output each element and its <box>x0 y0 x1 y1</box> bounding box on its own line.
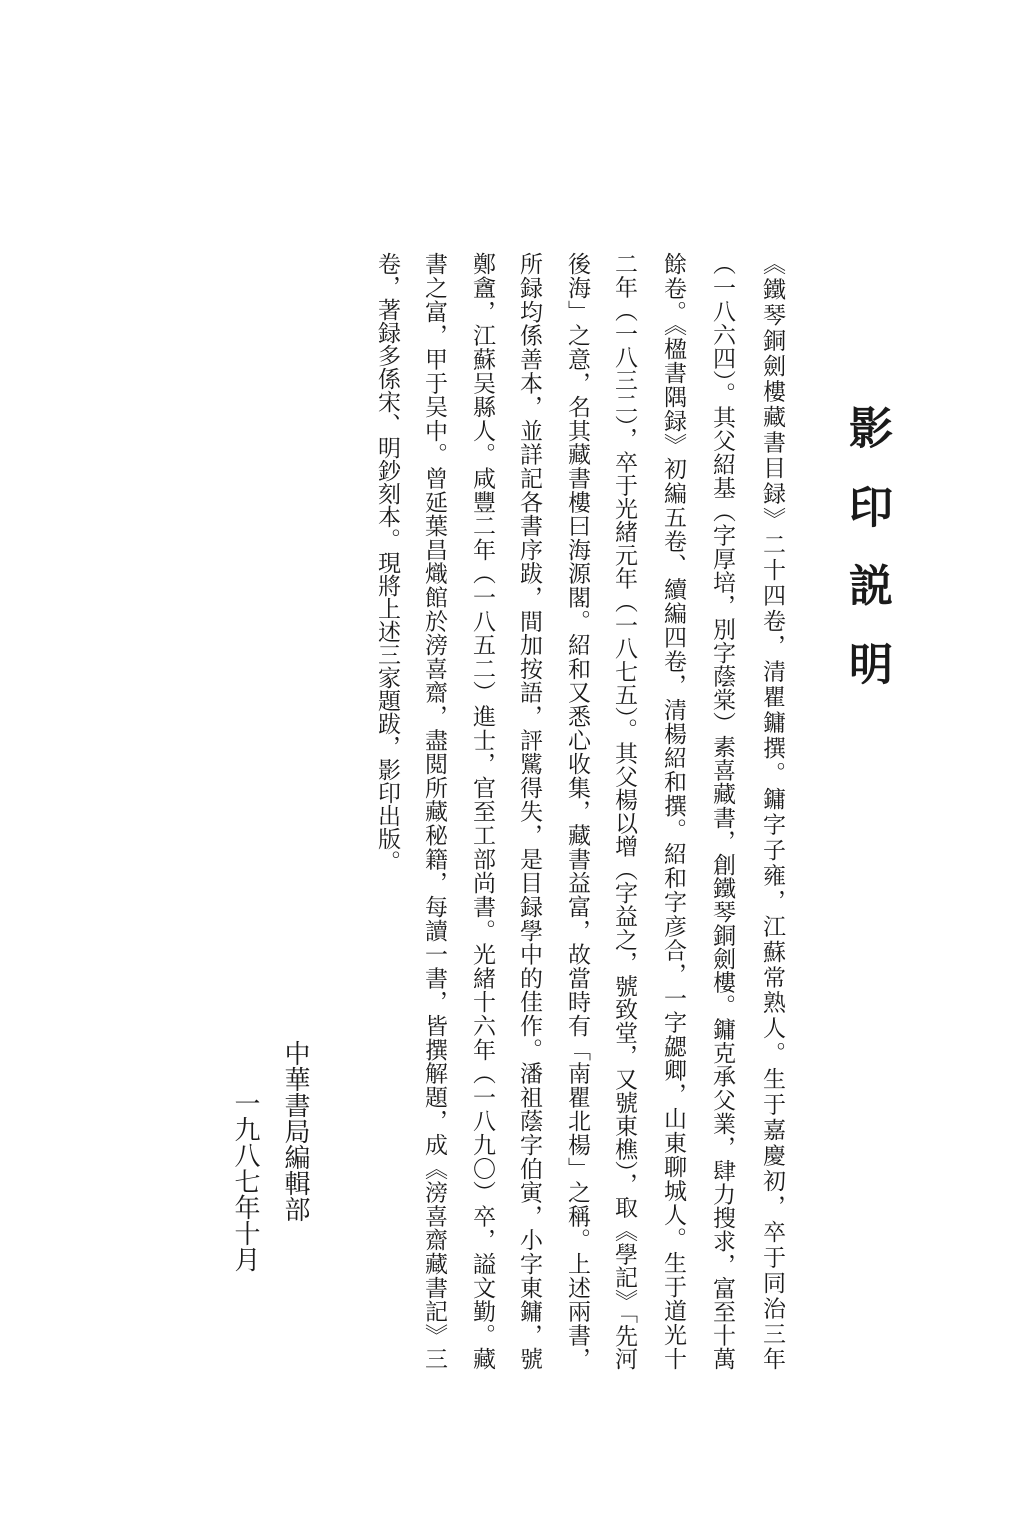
body-column-2: （一八六四）。其父紹基（字厚培，別字蔭棠）素喜藏書，創鐵琴銅劍樓。鏞克承父業，肆力搜求，富至十萬 <box>709 252 735 1370</box>
body-column-8: 書之富，甲于吴中。曾延葉昌熾館於滂喜齋，盡閲所藏秘籍，每讀一書，皆撰解題，成《滂喜齋藏書記》三 <box>421 252 447 1370</box>
page-title: 影印説明 <box>841 405 892 685</box>
body-column-3: 餘卷。《楹書隅録》初編五卷、續編四卷，清楊紹和撰。紹和字彦合，一字勰卿，山東聊城人。生于道光十 <box>660 252 686 1370</box>
body-column-7: 鄭盦，江蘇吴縣人。咸豐二年（一八五二）進士，官至工部尚書。光緒十六年（一八九〇）卒，謚文勤。藏 <box>469 252 495 1370</box>
body-column-9: 卷，著録多係宋、明鈔刻本。現將上述三家題跋，影印出版。 <box>374 252 400 873</box>
publisher-signature: 中華書局編輯部 <box>280 1040 310 1222</box>
body-column-6: 所録均係善本，並詳記各書序跋，間加按語，評騭得失，是目録學中的佳作。潘祖蔭字伯寅，小字東鏞，號 <box>516 252 542 1370</box>
body-column-5: 後海」之意，名其藏書樓曰海源閣。紹和又悉心收集，藏書益富，故當時有「南瞿北楊」之稱。上述兩書， <box>564 252 590 1370</box>
body-column-1: 《鐵琴銅劍樓藏書目録》二十四卷，清瞿鏞撰。鏞字子雍，江蘇常熟人。生于嘉慶初，卒于同治三年 <box>759 252 785 1370</box>
publication-date: 一九八七年十月 <box>230 1090 260 1272</box>
body-column-4: 二年（一八三二），卒于光緒元年（一八七五）。其父楊以增（字益之，號致堂，又號東樵），取《學記》「先河 <box>611 252 637 1370</box>
